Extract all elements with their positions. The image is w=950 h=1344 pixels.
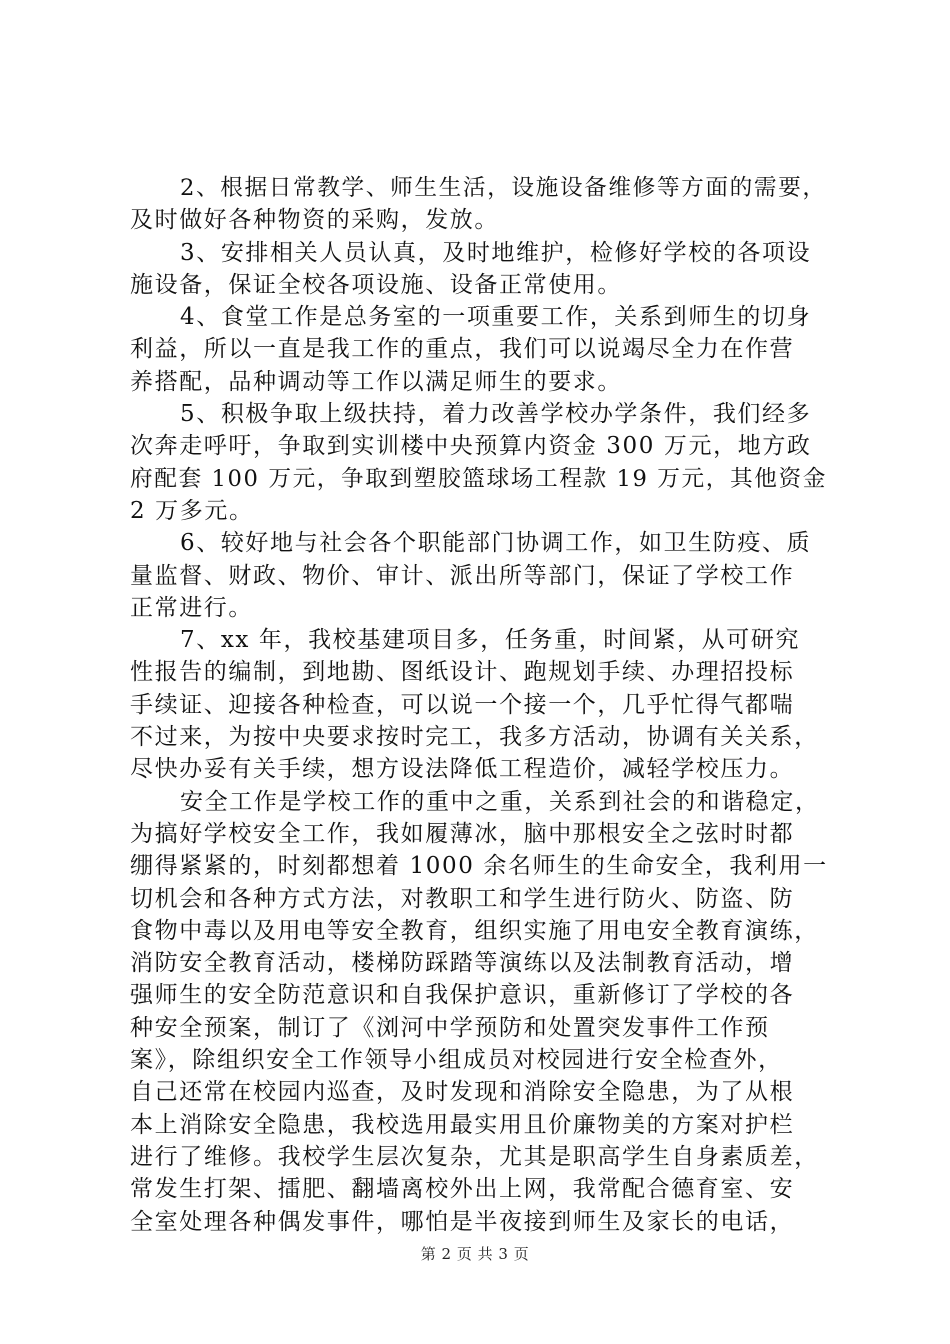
- paragraph-2: [130, 237, 830, 302]
- text-line: 4、食堂工作是总务室的一项重要工作，关系到师生的切身: [180, 304, 812, 331]
- paragraph-3: [130, 301, 830, 398]
- text-line: 2 万多元。: [130, 497, 254, 524]
- paragraph-5: [130, 527, 830, 624]
- text-line: 次奔走呼吁，争取到实训楼中央预算内资金 300 万元，地方政: [130, 433, 812, 460]
- text-line: 消防安全教育活动，楼梯防踩踏等演练以及法制教育活动，增: [130, 950, 795, 977]
- paragraph-6: [130, 624, 830, 785]
- text-line: 切机会和各种方式方法，对教职工和学生进行防火、防盗、防: [130, 885, 795, 912]
- text-line: 手续证、迎接各种检查，可以说一个接一个，几乎忙得气都喘: [130, 691, 795, 718]
- text-line: 自己还常在校园内巡查，及时发现和消除安全隐患，为了从根: [130, 1079, 795, 1106]
- text-line: 及时做好各种物资的采购，发放。: [130, 207, 499, 234]
- paragraph-1: [130, 172, 830, 237]
- text-line: 2、根据日常教学、师生生活，设施设备维修等方面的需要，: [180, 175, 827, 201]
- text-line: 施设备，保证全校各项设施、设备正常使用。: [130, 271, 622, 298]
- text-line: 食物中毒以及用电等安全教育，组织实施了用电安全教育演练，: [130, 917, 819, 944]
- text-line: 5、积极争取上级扶持，着力改善学校办学条件，我们经多: [180, 401, 812, 428]
- text-line: 本上消除安全隐患，我校选用最实用且价廉物美的方案对护栏: [130, 1111, 795, 1138]
- document-body: [130, 172, 830, 1238]
- text-line: 性报告的编制，到地勘、图纸设计、跑规划手续、办理招投标: [130, 659, 795, 686]
- text-line: 为搞好学校安全工作，我如履薄冰，脑中那根安全之弦时时都: [130, 820, 795, 847]
- text-line: 养搭配，品种调动等工作以满足师生的要求。: [130, 368, 622, 395]
- text-line: 强师生的安全防范意识和自我保护意识，重新修订了学校的各: [130, 982, 795, 1009]
- text-line: 尽快办妥有关手续，想方设法降低工程造价，减轻学校压力。: [130, 756, 795, 783]
- text-line: 利益，所以一直是我工作的重点，我们可以说竭尽全力在作营: [130, 336, 795, 363]
- text-line: 种安全预案，制订了《浏河中学预防和处置突发事件工作预: [130, 1014, 770, 1041]
- text-line: 7、xx 年，我校基建项目多，任务重，时间紧，从可研究: [180, 627, 801, 654]
- paragraph-4: [130, 398, 830, 527]
- text-line: 安全工作是学校工作的重中之重，关系到社会的和谐稳定，: [180, 788, 820, 815]
- text-line: 不过来，为按中央要求按时完工，我多方活动，协调有关关系，: [130, 724, 819, 751]
- text-line: 案》，除组织安全工作领导小组成员对校园进行安全检查外，: [130, 1047, 783, 1074]
- page-number-footer: 第 2 页 共 3 页: [420, 1245, 530, 1263]
- text-line: 进行了维修。我校学生层次复杂，尤其是职高学生自身素质差，: [130, 1143, 819, 1170]
- text-line: 府配套 100 万元，争取到塑胶篮球场工程款 19 万元，其他资金: [130, 465, 827, 492]
- text-line: 绷得紧紧的，时刻都想着 1000 余名师生的生命安全，我利用一: [130, 853, 828, 880]
- text-line: 量监督、财政、物价、审计、派出所等部门，保证了学校工作: [130, 562, 795, 589]
- text-line: 常发生打架、擂肥、翻墙离校外出上网，我常配合德育室、安: [130, 1176, 795, 1203]
- text-line: 6、较好地与社会各个职能部门协调工作，如卫生防疫、质: [180, 530, 812, 557]
- text-line: 正常进行。: [130, 594, 253, 621]
- text-line: 3、安排相关人员认真，及时地维护，检修好学校的各项设: [180, 239, 812, 266]
- paragraph-7: [130, 786, 830, 1238]
- text-line: 全室处理各种偶发事件，哪怕是半夜接到师生及家长的电话，: [130, 1208, 795, 1235]
